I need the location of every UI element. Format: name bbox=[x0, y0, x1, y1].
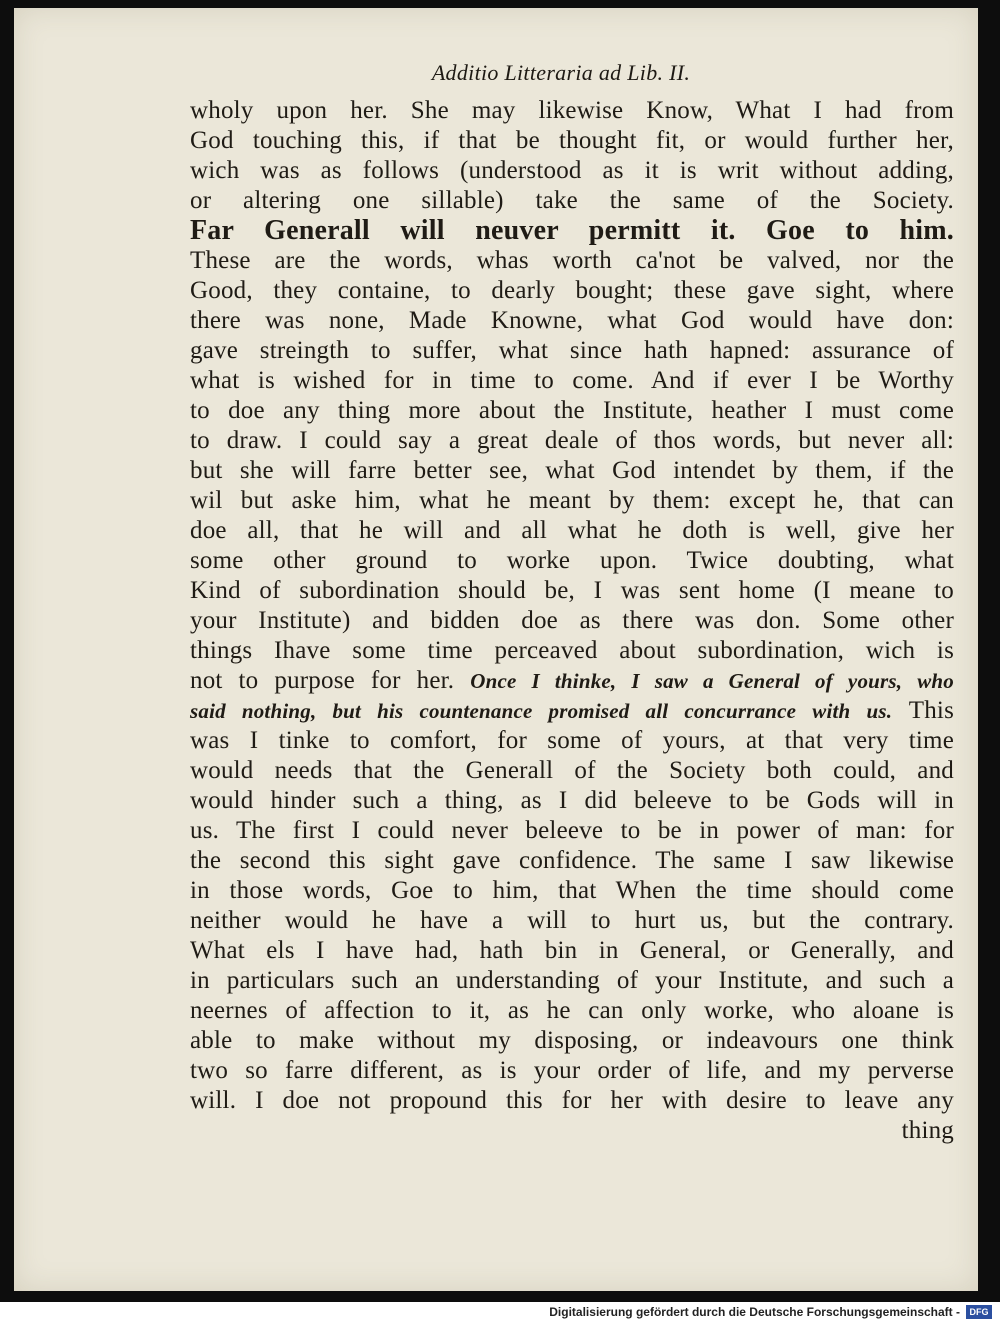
text-line: what is wished for in time to come. And if ever I be Worthy bbox=[190, 367, 954, 394]
text-line: was I tinke to comfort, for some of yours, at that very time bbox=[190, 727, 954, 754]
text-line: the second this sight gave confidence. The same I saw likewise bbox=[190, 847, 954, 874]
text-line: Kind of subordination should be, I was sent home (I meane to bbox=[190, 577, 954, 604]
text-line: able to make without my disposing, or indeavours one think bbox=[190, 1027, 954, 1054]
dfg-logo-icon: DFG bbox=[966, 1305, 992, 1319]
text-line-emphasis: Far Generall will neuver permitt it. Goe to him. bbox=[190, 215, 954, 246]
text-line: or altering one sillable) take the same of the Society. bbox=[190, 187, 954, 214]
italic-segment: said nothing, but his countenance promised all concurrance with us. bbox=[190, 699, 893, 723]
book-page bbox=[14, 8, 978, 1291]
text-line-mixed bbox=[190, 666, 954, 696]
text-line: things Ihave some time perceaved about subordination, wich is bbox=[190, 637, 954, 664]
text-line: us. The first I could never beleeve to be in power of man: for bbox=[190, 817, 954, 844]
text-line: neernes of affection to it, as he can only worke, who aloane is bbox=[190, 997, 954, 1024]
catchword: thing bbox=[901, 1117, 954, 1144]
text-line: two so farre different, as is your order of life, and my perverse bbox=[190, 1057, 954, 1084]
text-segment: This bbox=[908, 697, 955, 724]
text-line: neither would he have a will to hurt us, but the contrary. bbox=[190, 907, 954, 934]
text-line: doe all, that he will and all what he doth is well, give her bbox=[190, 517, 954, 544]
page-body bbox=[190, 96, 954, 1146]
text-line: wil but aske him, what he meant by them: except he, that can bbox=[190, 487, 954, 514]
footer-bar bbox=[0, 1302, 1000, 1323]
text-line: will. I doe not propound this for her with desire to leave any bbox=[190, 1087, 954, 1114]
text-line: gave streingth to suffer, what since hath hapned: assurance of bbox=[190, 337, 954, 364]
text-line: would needs that the Generall of the Society both could, and bbox=[190, 757, 954, 784]
digitization-credit: Digitalisierung gefördert durch die Deutsche Forschungsgemeinschaft - bbox=[549, 1305, 960, 1319]
text-line: Good, they containe, to dearly bought; these gave sight, where bbox=[190, 277, 954, 304]
text-line: your Institute) and bidden doe as there was don. Some other bbox=[190, 607, 954, 634]
text-line: in particulars such an understanding of your Institute, and such a bbox=[190, 967, 954, 994]
running-title: Additio Litteraria ad Lib. II. bbox=[431, 60, 691, 85]
text-line: in those words, Goe to him, that When the time should come bbox=[190, 877, 954, 904]
text-line: to doe any thing more about the Institute, heather I must come bbox=[190, 397, 954, 424]
text-line: wich was as follows (understood as it is writ without adding, bbox=[190, 157, 954, 184]
text-line: What els I have had, hath bin in General, or Generally, and bbox=[190, 937, 954, 964]
text-segment: not to purpose for her. bbox=[190, 667, 455, 694]
text-line: but she will farre better see, what God intendet by them, if the bbox=[190, 457, 954, 484]
text-line: there was none, Made Knowne, what God would have don: bbox=[190, 307, 954, 334]
text-line: These are the words, whas worth ca'not be valved, nor the bbox=[190, 247, 954, 274]
italic-segment: Once I thinke, I saw a General of yours, who bbox=[470, 669, 954, 693]
text-line-mixed bbox=[190, 696, 954, 726]
text-line: to draw. I could say a great deale of thos words, but never all: bbox=[190, 427, 954, 454]
text-line: wholy upon her. She may likewise Know, What I had from bbox=[190, 97, 954, 124]
text-line: God touching this, if that be thought fit, or would further her, bbox=[190, 127, 954, 154]
text-line: some other ground to worke upon. Twice doubting, what bbox=[190, 547, 954, 574]
text-line: would hinder such a thing, as I did beleeve to be Gods will in bbox=[190, 787, 954, 814]
